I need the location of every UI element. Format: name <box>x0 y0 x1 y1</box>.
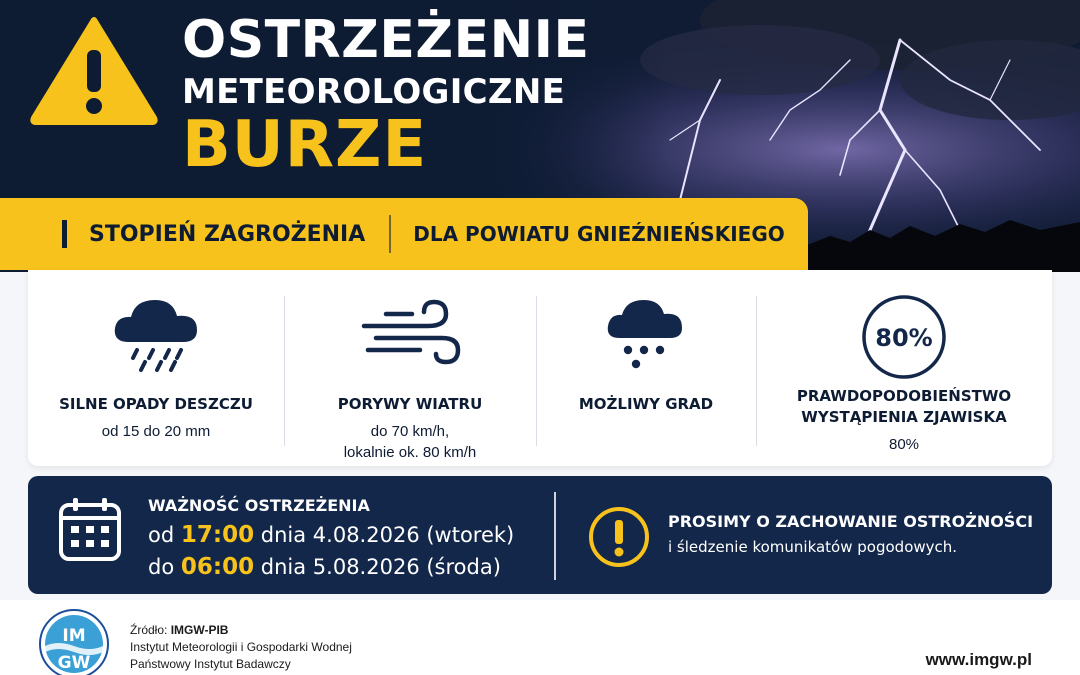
threat-level-label: STOPIEŃ ZAGROŻENIA <box>89 221 366 247</box>
rain-label: SILNE OPADY DESZCZU <box>59 395 253 413</box>
validity-divider <box>554 492 556 580</box>
validity-from-prefix: od <box>148 523 175 547</box>
svg-text:IM: IM <box>62 626 86 646</box>
probability-badge-text: 80% <box>875 324 933 352</box>
probability-label-line-1: PRAWDOPODOBIEŃSTWO <box>796 387 1012 405</box>
source-info <box>130 622 352 673</box>
validity-from <box>148 522 514 548</box>
validity-panel <box>28 476 1052 594</box>
calendar-icon <box>58 496 122 562</box>
threat-level-band <box>0 198 808 270</box>
advice-text: i śledzenie komunikatów pogodowych. <box>668 538 958 556</box>
card-wind <box>284 270 536 466</box>
exclamation-circle-icon <box>588 506 650 568</box>
rain-cloud-icon <box>111 292 201 376</box>
hail-cloud-icon <box>606 292 686 376</box>
region-label: DLA POWIATU GNIEŹNIEŃSKIEGO <box>413 222 785 246</box>
validity-to-date: dnia 5.08.2026 (środa) <box>260 555 501 579</box>
svg-text:GW: GW <box>57 653 91 673</box>
imgw-logo <box>38 608 110 675</box>
institute-line-1: Instytut Meteorologii i Gospodarki Wodnej <box>130 640 352 654</box>
band-divider <box>389 215 391 253</box>
validity-to-prefix: do <box>148 555 175 579</box>
source-name: IMGW-PIB <box>170 623 229 637</box>
title-line-2: METEOROLOGICZNE <box>182 72 566 112</box>
hazard-details-panel <box>28 270 1052 466</box>
validity-heading: WAŻNOŚĆ OSTRZEŻENIA <box>148 496 370 515</box>
probability-value: 80% <box>888 436 920 453</box>
validity-to-time: 06:00 <box>180 554 255 580</box>
source-line: Źródło: IMGW-PIB <box>130 623 229 637</box>
warning-triangle-icon <box>28 14 160 126</box>
card-rain <box>28 270 284 466</box>
wind-icon <box>358 292 462 372</box>
probability-badge <box>861 294 947 380</box>
advice-heading: PROSIMY O ZACHOWANIE OSTROŻNOŚCI <box>668 512 1034 531</box>
website-link[interactable]: www.imgw.pl <box>925 650 1032 669</box>
rain-value: od 15 do 20 mm <box>101 423 211 440</box>
hail-label: MOŻLIWY GRAD <box>578 395 714 413</box>
wind-value-line-1: do 70 km/h, <box>370 423 450 440</box>
validity-from-time: 17:00 <box>180 522 255 548</box>
title-line-1: OSTRZEŻENIE <box>182 10 590 70</box>
institute-line-2: Państwowy Instytut Badawczy <box>130 657 291 671</box>
footer <box>0 600 1080 675</box>
hazard-title: BURZE <box>182 108 428 182</box>
card-probability <box>756 270 1052 466</box>
validity-from-date: dnia 4.08.2026 (wtorek) <box>260 523 515 547</box>
wind-value-line-2: lokalnie ok. 80 km/h <box>343 444 477 461</box>
validity-to <box>148 554 501 580</box>
wind-label: PORYWY WIATRU <box>337 395 483 413</box>
card-hail <box>536 270 756 466</box>
band-marker <box>62 220 67 248</box>
probability-label-line-2: WYSTĄPIENIA ZJAWISKA <box>801 408 1007 426</box>
